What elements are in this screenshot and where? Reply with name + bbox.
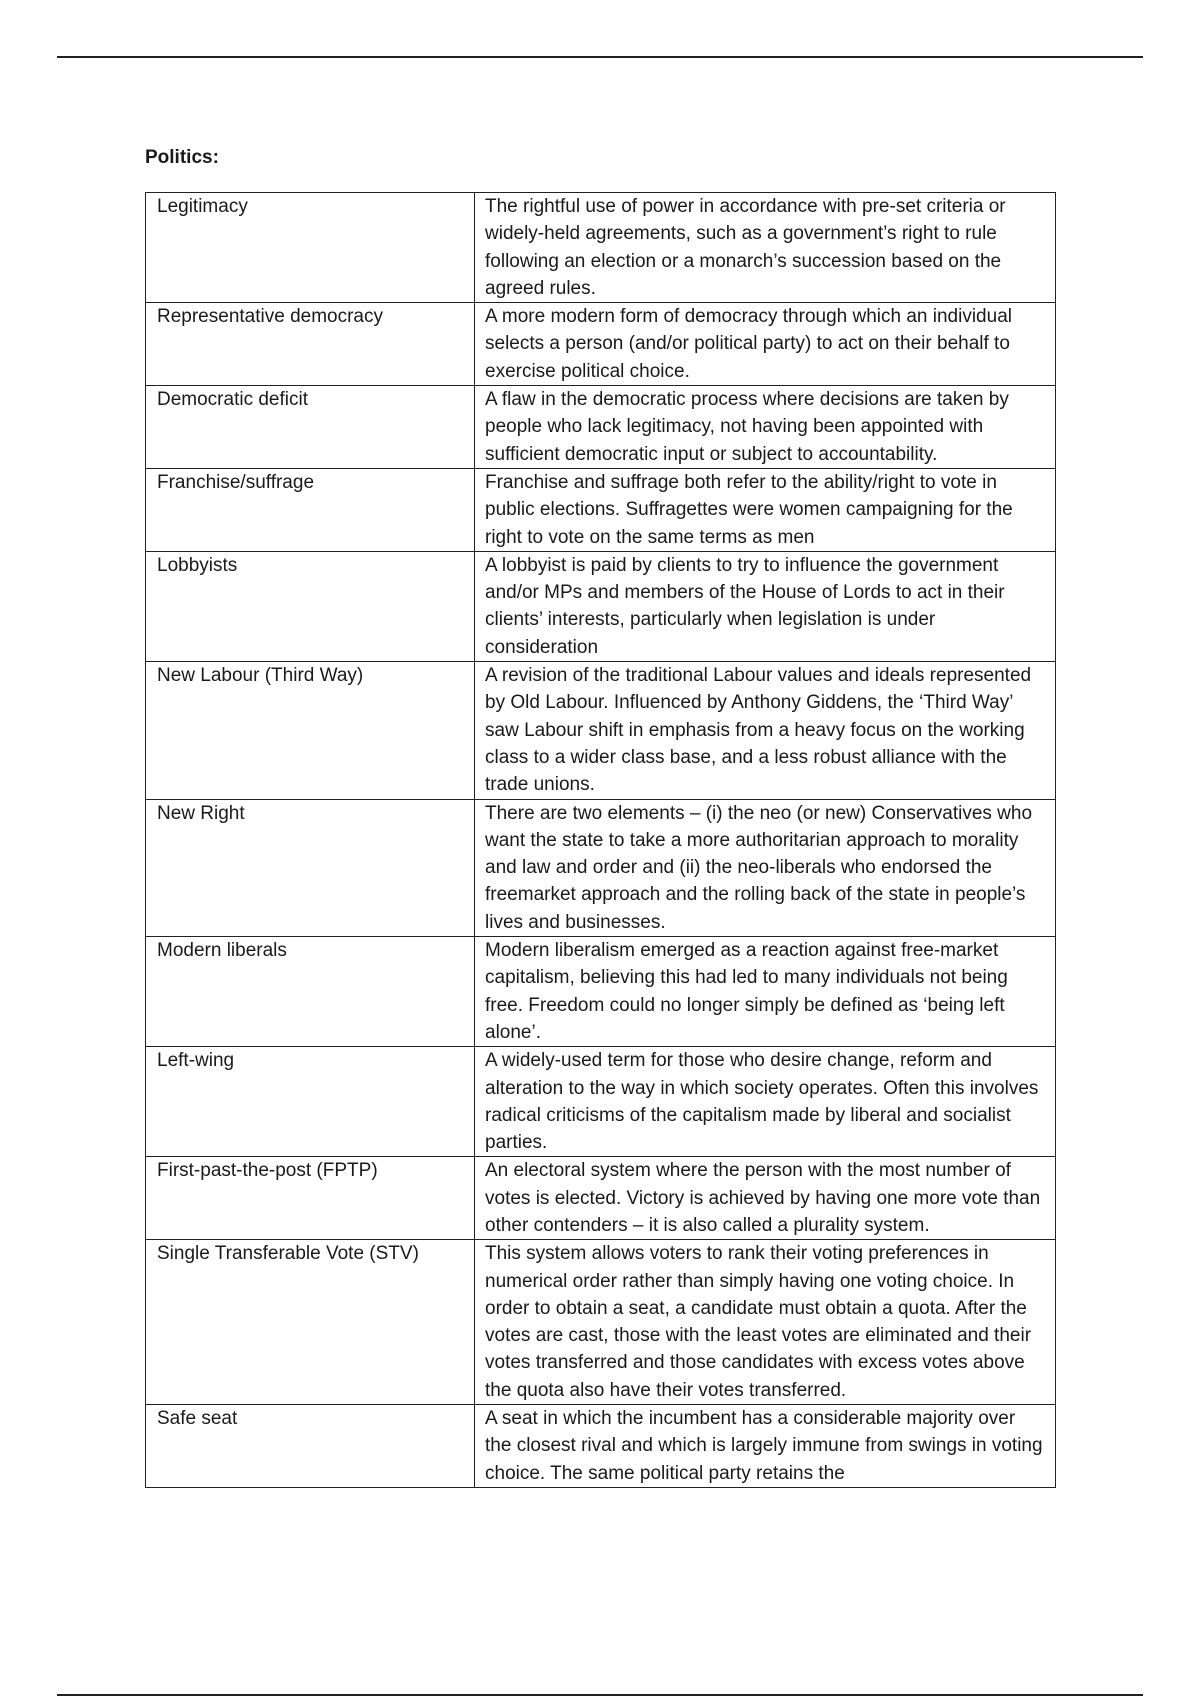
term-cell: Lobbyists xyxy=(146,551,475,661)
term-cell: Democratic deficit xyxy=(146,386,475,469)
term-cell: Safe seat xyxy=(146,1405,475,1488)
definition-cell: A flaw in the democratic process where decisions are taken by people who lack legitimacy, not having been appointed with sufficient democratic input or subject to accountability. xyxy=(475,386,1056,469)
table-row xyxy=(146,303,1056,386)
table-row xyxy=(146,1240,1056,1405)
term-cell: Representative democracy xyxy=(146,303,475,386)
table-row xyxy=(146,551,1056,661)
term-cell: Single Transferable Vote (STV) xyxy=(146,1240,475,1405)
term-cell: Left-wing xyxy=(146,1047,475,1157)
term-cell: Franchise/suffrage xyxy=(146,468,475,551)
table-row xyxy=(146,1405,1056,1488)
glossary-table xyxy=(145,192,1056,1488)
table-row xyxy=(146,386,1056,469)
footer-rule xyxy=(57,1694,1143,1696)
term-cell: New Labour (Third Way) xyxy=(146,662,475,799)
table-row xyxy=(146,1047,1056,1157)
definition-cell: A revision of the traditional Labour values and ideals represented by Old Labour. Influenced by Anthony Giddens, the ‘Third Way’ saw Labour shift in emphasis from a heavy focus on the working class to a wider class base, and a less robust alliance with the trade unions. xyxy=(475,662,1056,799)
definition-cell: There are two elements – (i) the neo (or new) Conservatives who want the state to take a more authoritarian approach to morality and law and order and (ii) the neo-liberals who endorsed the freemarket approach and the rolling back of the state in people’s lives and businesses. xyxy=(475,799,1056,936)
definition-cell: An electoral system where the person with the most number of votes is elected. Victory is achieved by having one more vote than other contenders – it is also called a plurality system. xyxy=(475,1157,1056,1240)
term-cell: New Right xyxy=(146,799,475,936)
term-cell: Modern liberals xyxy=(146,937,475,1047)
definition-cell: Modern liberalism emerged as a reaction against free-market capitalism, believing this had led to many individuals not being free. Freedom could no longer simply be defined as ‘being left alone’. xyxy=(475,937,1056,1047)
definition-cell: A seat in which the incumbent has a considerable majority over the closest rival and which is largely immune from swings in voting choice. The same political party retains the xyxy=(475,1405,1056,1488)
table-row xyxy=(146,799,1056,936)
definition-cell: Franchise and suffrage both refer to the ability/right to vote in public elections. Suffragettes were women campaigning for the right to vote on the same terms as men xyxy=(475,468,1056,551)
table-row xyxy=(146,193,1056,303)
definition-cell: A lobbyist is paid by clients to try to influence the government and/or MPs and members of the House of Lords to act in their clients’ interests, particularly when legislation is under consideration xyxy=(475,551,1056,661)
table-row xyxy=(146,662,1056,799)
definition-cell: The rightful use of power in accordance with pre-set criteria or widely-held agreements, such as a government’s right to rule following an election or a monarch’s succession based on the agreed rules. xyxy=(475,193,1056,303)
definition-cell: A widely-used term for those who desire change, reform and alteration to the way in which society operates. Often this involves radical criticisms of the capitalism made by liberal and socialist parties. xyxy=(475,1047,1056,1157)
header-rule xyxy=(57,56,1143,58)
table-row xyxy=(146,937,1056,1047)
definition-cell: A more modern form of democracy through which an individual selects a person (and/or political party) to act on their behalf to exercise political choice. xyxy=(475,303,1056,386)
definition-cell: This system allows voters to rank their voting preferences in numerical order rather than simply having one voting choice. In order to obtain a seat, a candidate must obtain a quota. After the votes are cast, those with the least votes are eliminated and their votes transferred and those candidates with excess votes above the quota also have their votes transferred. xyxy=(475,1240,1056,1405)
term-cell: First-past-the-post (FPTP) xyxy=(146,1157,475,1240)
table-row xyxy=(146,468,1056,551)
page-heading: Politics: xyxy=(145,147,219,168)
term-cell: Legitimacy xyxy=(146,193,475,303)
table-row xyxy=(146,1157,1056,1240)
